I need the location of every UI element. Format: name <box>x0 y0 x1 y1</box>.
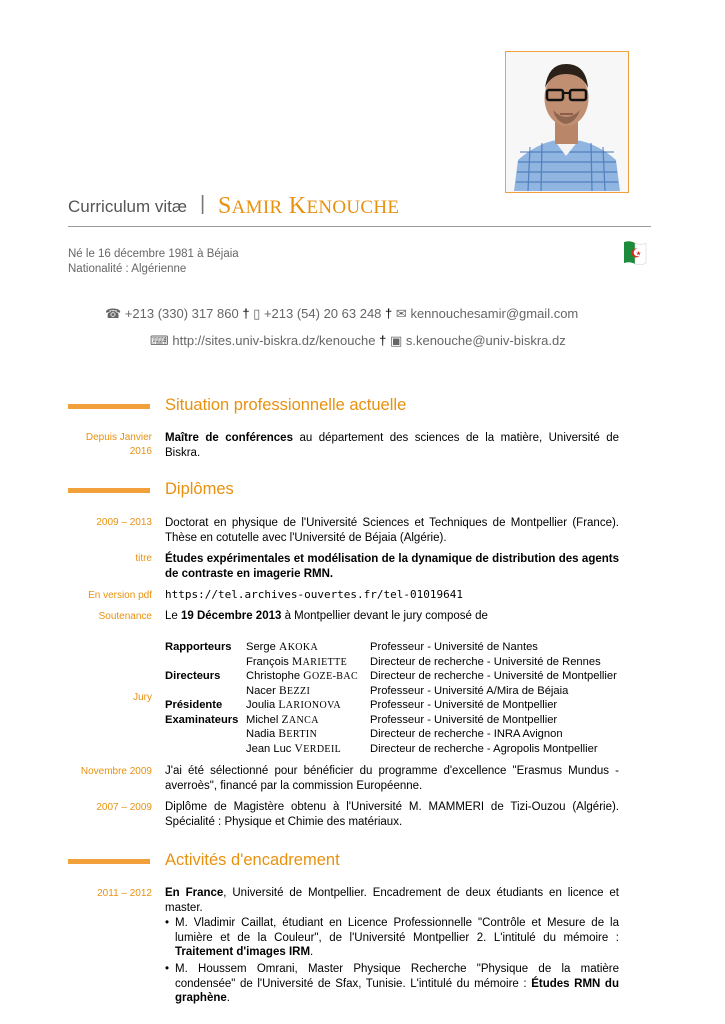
id-card-icon: ▣ <box>389 333 403 348</box>
website-link[interactable]: http://sites.univ-biskra.dz/kenouche <box>172 333 376 348</box>
section-title-situation: Situation professionnelle actuelle <box>165 396 407 414</box>
doctorat-date: 2009 – 2013 <box>96 517 152 528</box>
section-bar <box>68 404 150 409</box>
cv-label: Curriculum vitæ <box>68 197 188 216</box>
contact-line-1 <box>105 306 578 322</box>
person-name <box>218 193 399 220</box>
bullet: • <box>165 963 170 975</box>
title-separator: | <box>200 193 206 215</box>
dagger-separator: † <box>385 306 393 321</box>
portrait-photo <box>506 52 627 191</box>
telephone-icon: ☎ <box>105 306 122 321</box>
contact-line-2 <box>150 333 566 349</box>
name-first-rest: AMIR <box>231 197 283 218</box>
pdf-label: En version pdf <box>88 590 152 601</box>
birth-info: Né le 16 décembre 1981 à Béjaia <box>68 248 239 260</box>
situation-role: Maître de conférences <box>165 432 293 444</box>
encadrement-date: 2011 – 2012 <box>97 888 152 899</box>
erasmus-text: J'ai été sélectionné pour bénéficier du programme d'excellence "Erasmus Mundus - averroès", financé par la commission Européenne. <box>165 765 619 792</box>
encadrement-item-2: M. Houssem Omrani, Master Physique Recherche "Physique de la matière condensée" de l'Université de Sfax, Tunisie. L'intitulé du mémoire : Études RMN du graphène. <box>175 963 619 1004</box>
bullet: • <box>165 917 170 929</box>
thesis-title: Études expérimentales et modélisation de la dynamique de distribution des agents de contraste en imagerie RMN. <box>165 553 619 580</box>
section-title-diplomes: Diplômes <box>165 480 234 498</box>
name-last-rest: ENOUCHE <box>306 197 400 218</box>
section-bar <box>68 859 150 864</box>
erasmus-date: Novembre 2009 <box>80 766 152 777</box>
dagger-separator: † <box>379 333 387 348</box>
dagger-separator: † <box>242 306 250 321</box>
globe-icon: ⌨ <box>150 333 169 348</box>
phone-2[interactable]: +213 (54) 20 63 248 <box>263 306 382 321</box>
soutenance-text: Le 19 Décembre 2013 à Montpellier devant le jury composé de <box>165 610 488 622</box>
section-bar <box>68 488 150 493</box>
jury-table: Rapporteurs Serge AKOKA Professeur - Université de Nantes François MARIETTE Directeur de recherche - Université de Rennes Directeurs Christophe GOZE-BAC Directeur de recherche - Université de Montpellier Nacer BEZZI Professeur - Université A/Mira de Béjaia Présidente Joulia LARIONOVA Professeur - Université de Montpellier Examinateurs Michel ZANCA Professeur - Université de Montpellier Nadia BERTIN Directeur de recherche - INRA Avignon Jean Luc VERDEIL Directeur de recherche - Agropolis Montpellier <box>165 641 617 755</box>
encadrement-item-1: M. Vladimir Caillat, étudiant en Licence Professionnelle "Contrôle et Mesure de la lumière et de la Couleur", de l'Université Montpellier 2. L'intitulé du mémoire : Traitement d'images IRM. <box>175 917 619 958</box>
email-1[interactable]: kennouchesamir@gmail.com <box>410 306 579 321</box>
name-last-initial: K <box>288 193 307 219</box>
situation-text: Maître de conférences au département des sciences de la matière, Université de Biskra. <box>165 432 620 459</box>
algeria-flag-icon <box>622 240 648 265</box>
section-title-encadrement: Activités d'encadrement <box>165 851 340 869</box>
nationality-info: Nationalité : Algérienne <box>68 263 187 275</box>
envelope-icon: ✉ <box>395 306 407 321</box>
soutenance-label: Soutenance <box>98 611 152 622</box>
profile-photo <box>505 51 629 193</box>
magister-text: Diplôme de Magistère obtenu à l'Université M. MAMMERI de Tizi-Ouzou (Algérie). Spécialité : Physique et Chimie des matériaux. <box>165 801 619 828</box>
situation-date: Depuis Janvier 2016 <box>85 432 152 457</box>
phone-1[interactable]: +213 (330) 317 860 <box>124 306 239 321</box>
encadrement-intro: En France, Université de Montpellier. Encadrement de deux étudiants en licence et master. <box>165 887 619 914</box>
jury-label: Jury <box>133 692 152 703</box>
mobile-phone-icon: ▯ <box>253 306 261 321</box>
thesis-pdf-link[interactable]: https://tel.archives-ouvertes.fr/tel-01019641 <box>165 588 464 601</box>
email-2[interactable]: s.kenouche@univ-biskra.dz <box>405 333 566 348</box>
magister-date: 2007 – 2009 <box>96 802 152 813</box>
doctorat-text: Doctorat en physique de l'Université Sciences et Techniques de Montpellier (France). Thèse en cotutelle avec l'Université de Béjaia (Algérie). <box>165 517 619 544</box>
title-rule <box>68 226 651 227</box>
name-first-initial: S <box>218 193 232 219</box>
titre-label: titre <box>135 553 152 564</box>
